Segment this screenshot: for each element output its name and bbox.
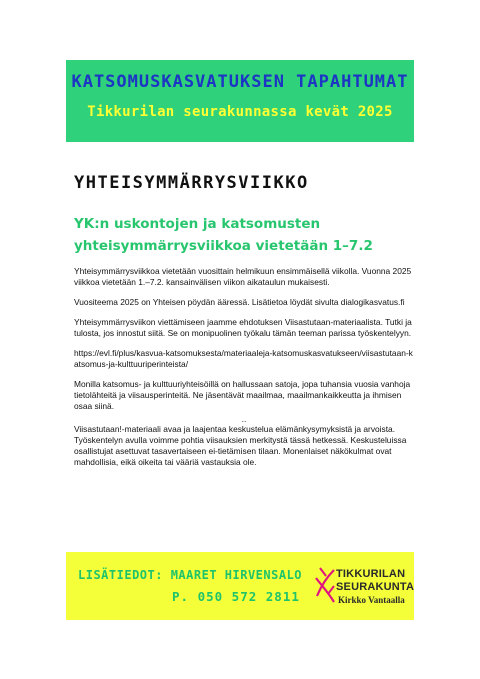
paragraph-material: Yhteisymmärrysviikon viettämiseen jaamme ehdotuksen Viisastutaan-materiaalista. Tutki ja tulosta, jos innostut siitä. Se on monipuolinen työkalu tämän teeman parissa työskentelyyn.	[74, 317, 412, 338]
paragraph-discussion: Viisastutaan!-materiaali avaa ja laajentaa keskustelua elämänkysymyksistä ja arvoista. Työskentelyn avulla voimme pohtia viisauksien merkitystä tässä hetkessä. Keskusteluissa osallistujat asettuvat tasavertaiseen ei-tietämisen tilaan. Monenlaiset näkökulmat ovat mahdollisia, eikä oikeita tai vääriä vastauksia ole.	[74, 424, 407, 467]
paragraph-intro: Yhteisymmärrysviikkoa vietetään vuosittain helmikuun ensimmäisellä viikolla. Vuonna 2025 viikkoa vietetään 1.–7.2. kansainvälisen viikon aikataulun mukaisesti.	[74, 266, 412, 287]
footer-banner	[66, 552, 414, 620]
logo-text-line-2: SEURAKUNTA	[336, 581, 415, 593]
logo-text-line-1: TIKKURILAN	[336, 568, 406, 580]
header-banner	[66, 60, 414, 142]
contact-phone: P. 050 572 2811	[172, 589, 300, 604]
lead-heading	[74, 213, 414, 257]
paragraph-traditions: Monilla katsomus- ja kulttuuriyhteisöillä on hallussaan satoja, jopa tuhansia vuosia vanhoja tietolähteitä ja viisausperinteitä. Ne jäsentävät maailmaa, maailmankaikkeutta ja ihmisen osaa siinä.	[74, 379, 411, 411]
material-link[interactable]: https://evl.fi/plus/kasvua-katsomuksesta/materiaaleja-katsomuskasvatukseen/viisastutaan-katsomus-ja-kulttuuriperinteista/	[74, 348, 413, 369]
header-title: KATSOMUSKASVATUKSEN TAPAHTUMAT	[71, 72, 409, 92]
section-title: YHTEISYMMÄRRYSVIIKKO	[74, 173, 309, 193]
fish-cross-logo-icon	[314, 566, 336, 606]
parish-logo	[314, 562, 415, 612]
header-subtitle: Tikkurilan seurakunnassa kevät 2025	[87, 104, 393, 120]
body-text	[74, 266, 414, 477]
separator-dots: ..	[241, 414, 247, 424]
lead-line-1: YK:n uskontojen ja katsomusten	[74, 216, 321, 232]
logo-text-line-3: Kirkko Vantaalla	[338, 595, 405, 605]
contact-label: LISÄTIEDOT: MAARET HIRVENSALO	[78, 568, 303, 582]
paragraph-theme: Vuositeema 2025 on Yhteisen pöydän ääressä. Lisätietoa löydät sivulta dialogikasvatus.fi	[74, 297, 405, 307]
lead-line-2: yhteisymmärrysviikkoa vietetään 1–7.2	[74, 238, 373, 254]
